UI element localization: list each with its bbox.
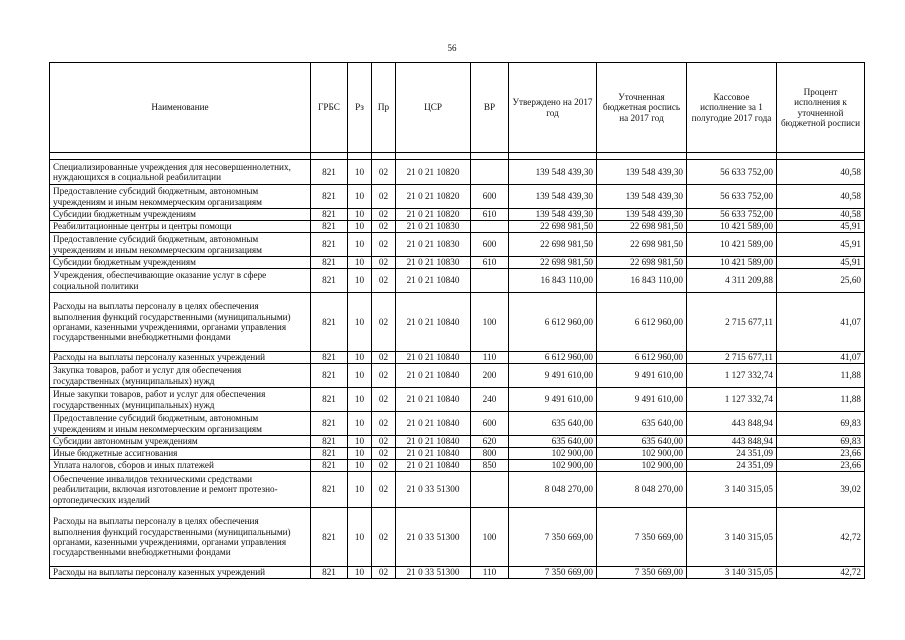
column-header-grbs: ГРБС xyxy=(311,63,348,153)
cell-percent: 40,58 xyxy=(777,185,865,209)
cell-rz: 10 xyxy=(348,221,372,233)
cell-cash: 3 140 315,05 xyxy=(687,508,777,567)
cell-grbs: 821 xyxy=(311,388,348,412)
cell-grbs: 821 xyxy=(311,293,348,352)
cell-name: Расходы на выплаты персоналу в целях обеспечения выполнения функций государственными (муниципальными) органами, казенными учреждениями, органами управления государственными внебюджетными фондами xyxy=(50,508,311,567)
cell-pr: 02 xyxy=(372,352,396,364)
table-row xyxy=(50,221,865,233)
cell-rz: 10 xyxy=(348,388,372,412)
cell-cash: 3 140 315,05 xyxy=(687,472,777,508)
cell-approved: 6 612 960,00 xyxy=(509,293,597,352)
cell-approved: 102 900,00 xyxy=(509,448,597,460)
cell-vr: 600 xyxy=(471,185,509,209)
cell-approved: 7 350 669,00 xyxy=(509,508,597,567)
cell-rz: 10 xyxy=(348,185,372,209)
cell-pr: 02 xyxy=(372,209,396,221)
cell-percent: 42,72 xyxy=(777,508,865,567)
table-row xyxy=(50,436,865,448)
cell-rz: 10 xyxy=(348,233,372,257)
cell-pr: 02 xyxy=(372,472,396,508)
cell-approved: 9 491 610,00 xyxy=(509,388,597,412)
cell-vr: 850 xyxy=(471,460,509,472)
cell-percent: 11,88 xyxy=(777,388,865,412)
table-row xyxy=(50,412,865,436)
cell-approved: 139 548 439,30 xyxy=(509,160,597,185)
cell-refined: 16 843 110,00 xyxy=(597,269,687,293)
cell-grbs: 821 xyxy=(311,508,348,567)
cell-grbs: 821 xyxy=(311,233,348,257)
cell-grbs: 821 xyxy=(311,257,348,269)
cell-vr: 200 xyxy=(471,364,509,388)
cell-csr: 21 0 21 10820 xyxy=(396,160,471,185)
cell-refined: 7 350 669,00 xyxy=(597,567,687,579)
cell-refined: 9 491 610,00 xyxy=(597,364,687,388)
cell-cash: 2 715 677,11 xyxy=(687,352,777,364)
cell-csr: 21 0 21 10840 xyxy=(396,412,471,436)
cell-name: Расходы на выплаты персоналу казенных учреждений xyxy=(50,567,311,579)
cell-cash: 56 633 752,00 xyxy=(687,160,777,185)
cell-rz: 10 xyxy=(348,257,372,269)
column-header-csr: ЦСР xyxy=(396,63,471,153)
cell-pr: 02 xyxy=(372,412,396,436)
cell-cash: 10 421 589,00 xyxy=(687,233,777,257)
cell-refined: 6 612 960,00 xyxy=(597,352,687,364)
page-number: 56 xyxy=(447,43,457,53)
cell-vr: 240 xyxy=(471,388,509,412)
cell-refined: 139 548 439,30 xyxy=(597,185,687,209)
cell-name: Специализированные учреждения для несовершеннолетних, нуждающихся в социальной реабилитации xyxy=(50,160,311,185)
cell-refined: 139 548 439,30 xyxy=(597,160,687,185)
cell-cash: 56 633 752,00 xyxy=(687,185,777,209)
cell-name: Расходы на выплаты персоналу в целях обеспечения выполнения функций государственными (муниципальными) органами, казенными учреждениями, органами управления государственными внебюджетными фондами xyxy=(50,293,311,352)
cell-refined: 7 350 669,00 xyxy=(597,508,687,567)
cell-pr: 02 xyxy=(372,364,396,388)
table-row xyxy=(50,567,865,579)
cell-csr: 21 0 21 10840 xyxy=(396,448,471,460)
column-header-pr: Пр xyxy=(372,63,396,153)
cell-rz: 10 xyxy=(348,472,372,508)
cell-vr xyxy=(471,160,509,185)
column-header-refined: Уточненная бюджетная роспись на 2017 год xyxy=(597,63,687,153)
table-row xyxy=(50,508,865,567)
cell-cash: 1 127 332,74 xyxy=(687,388,777,412)
cell-vr: 100 xyxy=(471,293,509,352)
column-header-cash: Кассовое исполнение за 1 полугодие 2017 года xyxy=(687,63,777,153)
cell-rz: 10 xyxy=(348,412,372,436)
cell-vr: 100 xyxy=(471,508,509,567)
cell-csr: 21 0 21 10830 xyxy=(396,233,471,257)
cell-grbs: 821 xyxy=(311,460,348,472)
cell-csr: 21 0 21 10840 xyxy=(396,364,471,388)
cell-vr: 110 xyxy=(471,567,509,579)
cell-pr: 02 xyxy=(372,436,396,448)
cell-pr: 02 xyxy=(372,567,396,579)
cell-refined: 635 640,00 xyxy=(597,412,687,436)
column-header-percent: Процент исполнения к уточненной бюджетной росписи xyxy=(777,63,865,153)
cell-grbs: 821 xyxy=(311,185,348,209)
cell-vr: 800 xyxy=(471,448,509,460)
cell-csr: 21 0 21 10840 xyxy=(396,460,471,472)
cell-percent: 69,83 xyxy=(777,412,865,436)
cell-cash: 24 351,09 xyxy=(687,460,777,472)
table-row xyxy=(50,185,865,209)
cell-vr xyxy=(471,269,509,293)
table-row xyxy=(50,160,865,185)
table-row xyxy=(50,209,865,221)
cell-vr: 110 xyxy=(471,352,509,364)
cell-rz: 10 xyxy=(348,567,372,579)
cell-vr: 600 xyxy=(471,412,509,436)
cell-name: Субсидии бюджетным учреждениям xyxy=(50,209,311,221)
cell-cash: 443 848,94 xyxy=(687,436,777,448)
cell-approved: 635 640,00 xyxy=(509,412,597,436)
cell-name: Расходы на выплаты персоналу казенных учреждений xyxy=(50,352,311,364)
cell-approved: 8 048 270,00 xyxy=(509,472,597,508)
cell-name: Предоставление субсидий бюджетным, автономным учреждениям и иным некоммерческим организациям xyxy=(50,185,311,209)
cell-vr: 610 xyxy=(471,209,509,221)
cell-rz: 10 xyxy=(348,209,372,221)
column-header-vr: ВР xyxy=(471,63,509,153)
cell-cash: 443 848,94 xyxy=(687,412,777,436)
cell-grbs: 821 xyxy=(311,269,348,293)
cell-vr: 600 xyxy=(471,233,509,257)
table-row xyxy=(50,472,865,508)
cell-refined: 635 640,00 xyxy=(597,436,687,448)
cell-name: Субсидии бюджетным учреждениям xyxy=(50,257,311,269)
cell-approved: 7 350 669,00 xyxy=(509,567,597,579)
cell-csr: 21 0 33 51300 xyxy=(396,472,471,508)
cell-pr: 02 xyxy=(372,460,396,472)
cell-csr: 21 0 21 10820 xyxy=(396,185,471,209)
cell-pr: 02 xyxy=(372,257,396,269)
cell-approved: 635 640,00 xyxy=(509,436,597,448)
cell-vr xyxy=(471,472,509,508)
table-header-row xyxy=(50,63,865,153)
cell-csr: 21 0 21 10840 xyxy=(396,269,471,293)
cell-refined: 102 900,00 xyxy=(597,460,687,472)
cell-approved: 16 843 110,00 xyxy=(509,269,597,293)
cell-name: Обеспечение инвалидов техническими средствами реабилитации, включая изготовление и ремонт протезно-ортопедических изделий xyxy=(50,472,311,508)
column-header-approved: Утверждено на 2017 год xyxy=(509,63,597,153)
cell-cash: 10 421 589,00 xyxy=(687,257,777,269)
cell-vr: 620 xyxy=(471,436,509,448)
cell-rz: 10 xyxy=(348,448,372,460)
cell-grbs: 821 xyxy=(311,436,348,448)
table-body xyxy=(50,160,865,579)
cell-percent: 45,91 xyxy=(777,257,865,269)
cell-grbs: 821 xyxy=(311,448,348,460)
table-row xyxy=(50,293,865,352)
cell-rz: 10 xyxy=(348,160,372,185)
cell-percent: 45,91 xyxy=(777,233,865,257)
cell-csr: 21 0 21 10840 xyxy=(396,352,471,364)
cell-name: Реабилитационные центры и центры помощи xyxy=(50,221,311,233)
cell-grbs: 821 xyxy=(311,412,348,436)
cell-csr: 21 0 21 10830 xyxy=(396,257,471,269)
cell-name: Иные закупки товаров, работ и услуг для обеспечения государственных (муниципальных) нужд xyxy=(50,388,311,412)
cell-rz: 10 xyxy=(348,460,372,472)
cell-rz: 10 xyxy=(348,269,372,293)
cell-percent: 23,66 xyxy=(777,460,865,472)
cell-cash: 4 311 209,88 xyxy=(687,269,777,293)
cell-approved: 22 698 981,50 xyxy=(509,233,597,257)
table-row xyxy=(50,233,865,257)
header-spacer-row xyxy=(50,153,865,160)
cell-pr: 02 xyxy=(372,508,396,567)
cell-rz: 10 xyxy=(348,293,372,352)
cell-percent: 45,91 xyxy=(777,221,865,233)
cell-pr: 02 xyxy=(372,160,396,185)
cell-percent: 39,02 xyxy=(777,472,865,508)
cell-pr: 02 xyxy=(372,293,396,352)
cell-percent: 40,58 xyxy=(777,209,865,221)
cell-percent: 41,07 xyxy=(777,293,865,352)
table-row xyxy=(50,460,865,472)
cell-name: Предоставление субсидий бюджетным, автономным учреждениям и иным некоммерческим организациям xyxy=(50,412,311,436)
cell-csr: 21 0 21 10820 xyxy=(396,209,471,221)
cell-approved: 102 900,00 xyxy=(509,460,597,472)
cell-refined: 6 612 960,00 xyxy=(597,293,687,352)
cell-percent: 23,66 xyxy=(777,448,865,460)
cell-percent: 40,58 xyxy=(777,160,865,185)
cell-pr: 02 xyxy=(372,185,396,209)
cell-cash: 10 421 589,00 xyxy=(687,221,777,233)
cell-pr: 02 xyxy=(372,448,396,460)
cell-approved: 139 548 439,30 xyxy=(509,209,597,221)
cell-cash: 56 633 752,00 xyxy=(687,209,777,221)
cell-csr: 21 0 21 10840 xyxy=(396,388,471,412)
cell-refined: 139 548 439,30 xyxy=(597,209,687,221)
cell-approved: 6 612 960,00 xyxy=(509,352,597,364)
cell-csr: 21 0 21 10830 xyxy=(396,221,471,233)
cell-pr: 02 xyxy=(372,233,396,257)
cell-rz: 10 xyxy=(348,508,372,567)
cell-pr: 02 xyxy=(372,388,396,412)
table-row xyxy=(50,448,865,460)
cell-csr: 21 0 21 10840 xyxy=(396,293,471,352)
cell-percent: 41,07 xyxy=(777,352,865,364)
cell-refined: 22 698 981,50 xyxy=(597,257,687,269)
cell-approved: 22 698 981,50 xyxy=(509,257,597,269)
cell-cash: 2 715 677,11 xyxy=(687,293,777,352)
cell-grbs: 821 xyxy=(311,567,348,579)
cell-name: Предоставление субсидий бюджетным, автономным учреждениям и иным некоммерческим организациям xyxy=(50,233,311,257)
cell-vr: 610 xyxy=(471,257,509,269)
cell-grbs: 821 xyxy=(311,364,348,388)
cell-cash: 1 127 332,74 xyxy=(687,364,777,388)
cell-csr: 21 0 21 10840 xyxy=(396,436,471,448)
cell-percent: 25,60 xyxy=(777,269,865,293)
cell-approved: 139 548 439,30 xyxy=(509,185,597,209)
cell-csr: 21 0 33 51300 xyxy=(396,508,471,567)
cell-refined: 8 048 270,00 xyxy=(597,472,687,508)
table-row xyxy=(50,352,865,364)
table-row xyxy=(50,257,865,269)
cell-percent: 69,83 xyxy=(777,436,865,448)
cell-vr xyxy=(471,221,509,233)
cell-csr: 21 0 33 51300 xyxy=(396,567,471,579)
cell-name: Иные бюджетные ассигнования xyxy=(50,448,311,460)
cell-name: Закупка товаров, работ и услуг для обеспечения государственных (муниципальных) нужд xyxy=(50,364,311,388)
cell-rz: 10 xyxy=(348,436,372,448)
cell-name: Уплата налогов, сборов и иных платежей xyxy=(50,460,311,472)
cell-name: Учреждения, обеспечивающие оказание услуг в сфере социальной политики xyxy=(50,269,311,293)
cell-grbs: 821 xyxy=(311,209,348,221)
cell-approved: 22 698 981,50 xyxy=(509,221,597,233)
cell-pr: 02 xyxy=(372,221,396,233)
cell-rz: 10 xyxy=(348,364,372,388)
column-header-name: Наименование xyxy=(50,63,311,153)
cell-refined: 22 698 981,50 xyxy=(597,221,687,233)
budget-execution-table xyxy=(49,62,865,579)
table-row xyxy=(50,388,865,412)
cell-grbs: 821 xyxy=(311,352,348,364)
cell-percent: 42,72 xyxy=(777,567,865,579)
cell-grbs: 821 xyxy=(311,472,348,508)
column-header-rz: Рз xyxy=(348,63,372,153)
cell-approved: 9 491 610,00 xyxy=(509,364,597,388)
cell-percent: 11,88 xyxy=(777,364,865,388)
cell-grbs: 821 xyxy=(311,160,348,185)
cell-grbs: 821 xyxy=(311,221,348,233)
cell-name: Субсидии автономным учреждениям xyxy=(50,436,311,448)
table-row xyxy=(50,269,865,293)
cell-rz: 10 xyxy=(348,352,372,364)
cell-cash: 24 351,09 xyxy=(687,448,777,460)
table-row xyxy=(50,364,865,388)
cell-refined: 22 698 981,50 xyxy=(597,233,687,257)
cell-pr: 02 xyxy=(372,269,396,293)
cell-cash: 3 140 315,05 xyxy=(687,567,777,579)
cell-refined: 9 491 610,00 xyxy=(597,388,687,412)
cell-refined: 102 900,00 xyxy=(597,448,687,460)
